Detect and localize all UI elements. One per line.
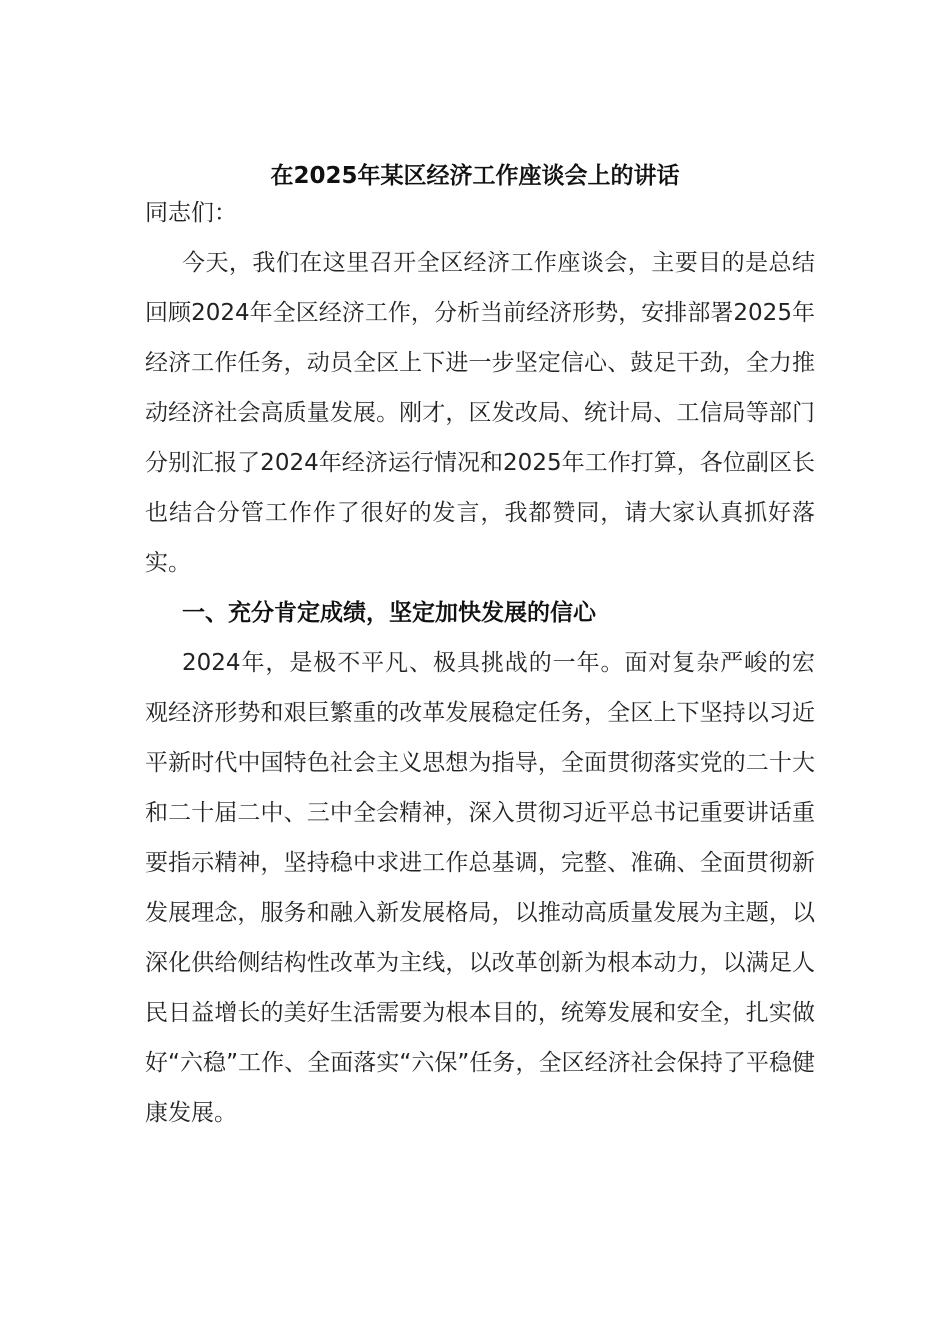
- intro-paragraph: 今天，我们在这里召开全区经济工作座谈会，主要目的是总结回顾2024年全区经济工作，分析当前经济形势，安排部署2025年经济工作任务，动员全区上下进一步坚定信心、鼓足干劲，全力推动经济社会高质量发展。刚才，区发改局、统计局、工信局等部门分别汇报了2024年经济运行情况和2025年工作打算，各位副区长也结合分管工作作了很好的发言，我都赞同，请大家认真抓好落实。: [145, 250, 815, 576]
- section-heading: 一、充分肯定成绩，坚定加快发展的信心: [182, 600, 596, 626]
- document-body: [145, 188, 815, 1138]
- section-paragraph: 2024年，是极不平凡、极具挑战的一年。面对复杂严峻的宏观经济形势和艰巨繁重的改革发展稳定任务，全区上下坚持以习近平新时代中国特色社会主义思想为指导，全面贯彻落实党的二十大和二十届二中、三中全会精神，深入贯彻习近平总书记重要讲话重要指示精神，坚持稳中求进工作总基调，完整、准确、全面贯彻新发展理念，服务和融入新发展格局，以推动高质量发展为主题，以深化供给侧结构性改革为主线，以改革创新为根本动力，以满足人民日益增长的美好生活需要为根本目的，统筹发展和安全，扎实做好“六稳”工作、全面落实“六保”任务，全区经济社会保持了平稳健康发展。: [145, 650, 815, 1126]
- salutation: 同志们：: [145, 200, 237, 226]
- document-title: 在2025年某区经济工作座谈会上的讲话: [270, 163, 680, 189]
